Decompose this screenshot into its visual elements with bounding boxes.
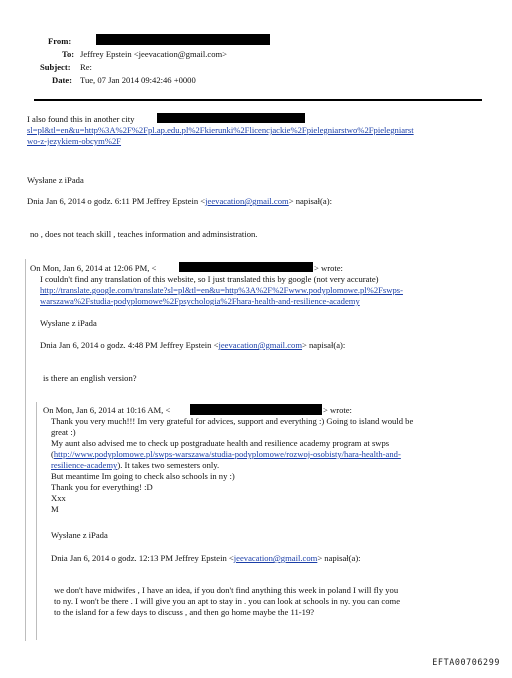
msg3-line-9: M	[51, 504, 59, 514]
redaction-from	[96, 34, 270, 45]
link-1a[interactable]: sl=pl&tl=en&u=http%3A%2F%2Fpl.ap.edu.pl%2Fkierunki%2Flicencjackie%2Fpielegniarstwo%2Fpielegniarst	[27, 125, 414, 135]
on-mon-1: On Mon, Jan 6, 2014 at 12:06 PM, <	[30, 263, 157, 273]
date-label: Date:	[52, 75, 73, 85]
msg3-line-2: great :)	[51, 427, 76, 437]
final-line-2: to ny. I won't be there . I will give you an apt to stay in . you can look at schools in ny. you can come	[54, 596, 401, 606]
body-line-1: I also found this in another city	[27, 114, 135, 124]
email-link-2[interactable]: jeevacation@gmail.com	[218, 340, 303, 350]
reply-2: is there an english version?	[43, 373, 137, 383]
reply-1: no , does not teach skill , teaches information and adminsistration.	[30, 229, 258, 239]
link-1b[interactable]: wo-z-jezykiem-obcym%2F	[27, 136, 122, 146]
on-mon-2: On Mon, Jan 6, 2014 at 10:16 AM, <	[43, 405, 171, 415]
final-line-1: we don't have midwifes , I have an idea, if you don't find anything this week in poland I will fly you	[54, 585, 399, 595]
bates-number: EFTA00706299	[432, 657, 500, 667]
quote-intro-3: Dnia Jan 6, 2014 o godz. 12:13 PM Jeffrey Epstein <jeevacation@gmail.com> napisał(a):	[51, 553, 361, 563]
to-label: To:	[62, 49, 75, 59]
on-mon-2-wrote: > wrote:	[323, 405, 352, 415]
quote-intro-1: Dnia Jan 6, 2014 o godz. 6:11 PM Jeffrey Epstein <jeevacation@gmail.com> napisał(a):	[27, 196, 332, 206]
link-3a[interactable]: http://www.podyplomowe.pl/swps-warszawa/studia-podyplomowe/rozwoj-osobisty/hara-health-and-	[53, 449, 401, 459]
quote-bar-1	[25, 259, 26, 641]
sent-from-ipad-3: Wysłane z iPada	[51, 530, 108, 540]
header-divider	[34, 99, 482, 101]
sent-from-ipad-1: Wysłane z iPada	[27, 175, 84, 185]
subject-label: Subject:	[40, 62, 71, 72]
msg3-line-6: But meantime Im going to check also schools in ny :)	[51, 471, 235, 481]
msg3-line-4: (http://www.podyplomowe.pl/swps-warszawa/studia-podyplomowe/rozwoj-osobisty/hara-health-and-	[51, 449, 401, 459]
link-2a[interactable]: http://translate.google.com/translate?sl=pl&tl=en&u=http%3A%2F%2Fwww.podyplomowe.pl%2Fswps-	[40, 285, 403, 295]
msg3-line-7: Thank you for everything! :D	[51, 482, 153, 492]
redaction-on-mon-1	[179, 262, 313, 272]
redaction-on-mon-2	[190, 404, 322, 415]
redaction-line-1	[157, 113, 305, 123]
email-link-3[interactable]: jeevacation@gmail.com	[233, 553, 318, 563]
email-link-1[interactable]: jeevacation@gmail.com	[205, 196, 289, 206]
final-line-3: to the island for a few days to discuss , and then go home maybe the 11-19?	[54, 607, 315, 617]
msg3-line-1: Thank you very much!!! Im very grateful for advices, support and everything :) Going to island would be	[51, 416, 414, 426]
msg3-line-3: My aunt also advised me to check up postgraduate health and resilience academy program at swps	[51, 438, 390, 448]
quote-intro-2: Dnia Jan 6, 2014 o godz. 4:48 PM Jeffrey Epstein <jeevacation@gmail.com> napisał(a):	[40, 340, 346, 350]
quote-bar-2	[36, 402, 37, 640]
from-label: From:	[48, 36, 72, 46]
date-value: Tue, 07 Jan 2014 09:42:46 +0000	[80, 75, 196, 85]
link-3b[interactable]: resilience-academy	[51, 460, 118, 470]
link-2b[interactable]: warszawa%2Fstudia-podyplomowe%2Fpsychologia%2Fhara-health-and-resilience-academy	[40, 296, 360, 306]
subject-value: Re:	[80, 62, 92, 72]
on-mon-1-wrote: > wrote:	[314, 263, 343, 273]
msg3-line-8: Xxx	[51, 493, 66, 503]
msg3-line-5: resilience-academy). It takes two semesters only.	[51, 460, 220, 470]
to-value: Jeffrey Epstein <jeevacation@gmail.com>	[80, 49, 228, 59]
msg2-line-1: I couldn't find any translation of this website, so I just translated this by google (not very accurate)	[40, 274, 379, 284]
sent-from-ipad-2: Wysłane z iPada	[40, 318, 97, 328]
